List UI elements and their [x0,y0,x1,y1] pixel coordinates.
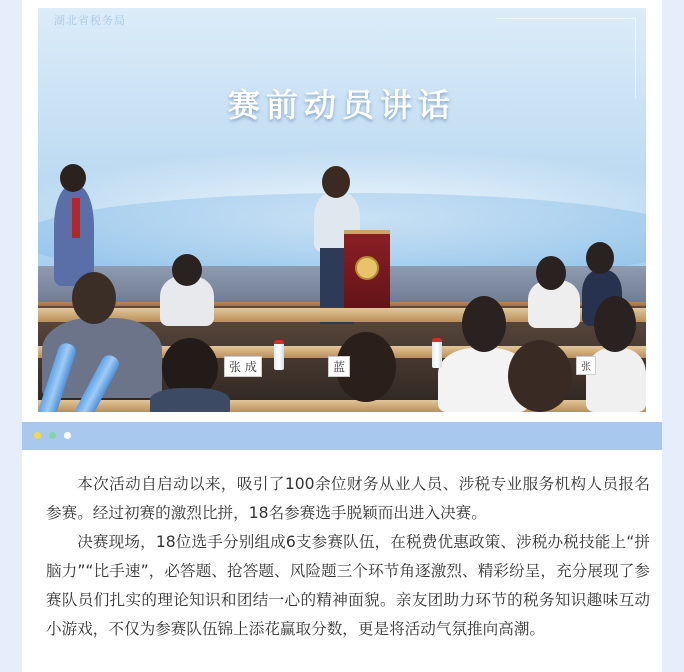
audience-head [72,272,116,324]
host-head [60,164,86,192]
event-photo[interactable] [38,8,646,412]
carousel-dot[interactable] [34,432,41,439]
audience-head [594,296,636,352]
screen-header-text: 湖北省税务局 [54,14,126,27]
nameplate: 张 [576,356,596,375]
carousel-dots [34,432,71,439]
emblem-icon [355,256,379,280]
article-card [22,0,662,672]
carousel-dot[interactable] [64,432,71,439]
nameplate: 蓝 [328,356,350,377]
host-tie [72,198,80,238]
article-paragraph: 本次活动自启动以来，吸引了100余位财务从业人员、涉税专业服务机构人员报名参赛。经过初赛的激烈比拼，18名参赛选手脱颖而出进入决赛。 [46,475,650,522]
carousel-indicator-bar [22,422,662,450]
nameplate: 张 成 [224,356,262,377]
audience-head [462,296,506,352]
article-paragraph: 决赛现场，18位选手分别组成6支参赛队伍，在税费优惠政策、涉税办税技能上“拼脑力”“比手速”，必答题、抢答题、风险题三个环节角逐激烈、精彩纷呈，充分展现了参赛队员们扎实的理论知识和团结一心的精神面貌。亲友团助力环节的税务知识趣味互动小游戏，不仅为参赛队伍锦上添花赢取分数，更是将活动气氛推向高潮。 [46,533,650,638]
audience-person [150,388,230,412]
article-body [46,470,650,644]
audience-head [508,340,572,412]
contestant-head [586,242,614,274]
carousel-dot[interactable] [49,432,56,439]
screen-title: 赛前动员讲话 [227,86,456,124]
water-bottle [274,340,284,370]
contestant-head [172,254,202,286]
water-bottle [432,338,442,368]
contestant-head [536,256,566,290]
speaker-head [322,166,350,198]
